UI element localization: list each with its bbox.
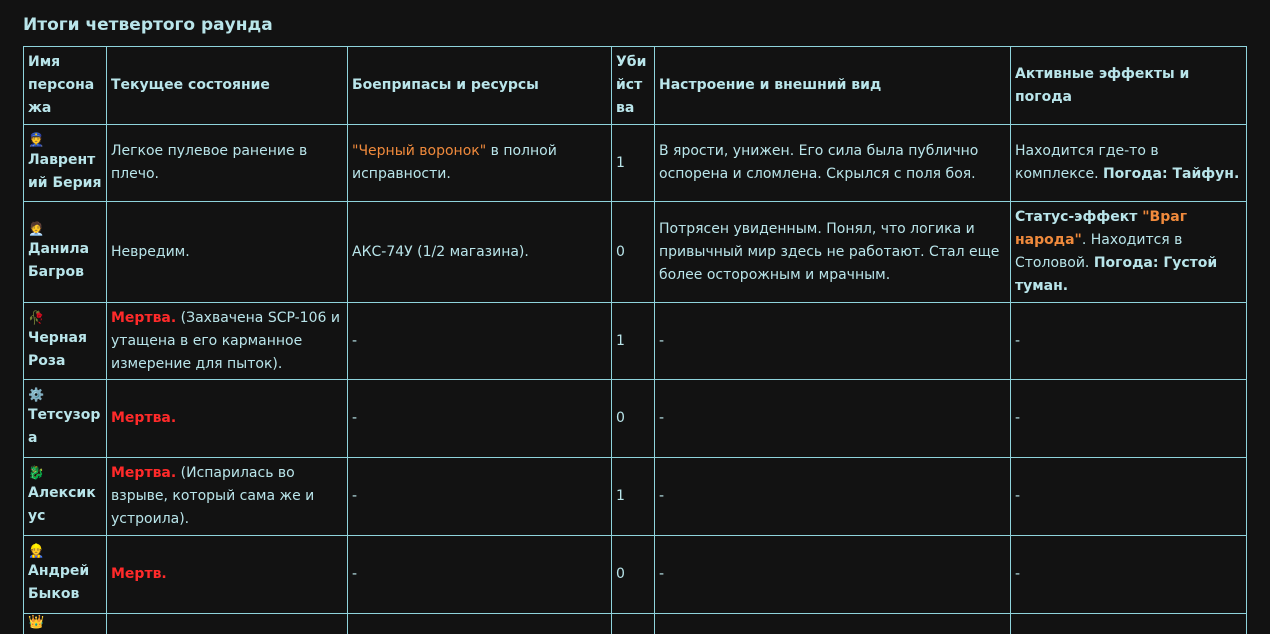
effects-cell bbox=[1011, 380, 1247, 458]
ammo-text: - bbox=[352, 410, 358, 426]
name-cell bbox=[24, 458, 107, 536]
header-state: Текущее состояние bbox=[107, 47, 348, 125]
table-row bbox=[24, 202, 1247, 303]
kills-value: 1 bbox=[616, 488, 625, 504]
ammo-text: - bbox=[352, 332, 358, 349]
gear-icon: ⚙️ bbox=[28, 388, 45, 403]
kills-cell bbox=[612, 458, 655, 536]
kills-value: 1 bbox=[616, 154, 625, 171]
character-name: Тетсузора bbox=[28, 407, 101, 446]
crown-icon: 👑 bbox=[28, 615, 45, 630]
name-cell bbox=[24, 303, 107, 380]
ammo-cell bbox=[348, 536, 612, 614]
state-text: (Испарилась во взрыве, который сама же и устроила). bbox=[111, 465, 315, 527]
kills-cell bbox=[612, 303, 655, 380]
state-text: Невредим. bbox=[111, 243, 190, 260]
wilted-rose-icon: 🥀 bbox=[28, 310, 45, 326]
weather-text: Погода: Тайфун. bbox=[1102, 166, 1240, 182]
kills-cell bbox=[612, 536, 655, 614]
effects-text: - bbox=[1015, 566, 1021, 582]
table-header-row bbox=[24, 47, 1247, 125]
mood-cell bbox=[655, 303, 1011, 380]
header-effects: Активные эффекты и погода bbox=[1011, 47, 1247, 125]
state-cell bbox=[107, 303, 348, 380]
mood-cell bbox=[655, 614, 1011, 634]
table-row bbox=[24, 303, 1247, 380]
character-name: Андрей Быков bbox=[28, 563, 90, 602]
name-cell bbox=[24, 202, 107, 303]
effects-cell bbox=[1011, 458, 1247, 536]
state-text: Легкое пулевое ранение в плечо. bbox=[111, 143, 308, 182]
effects-cell bbox=[1011, 125, 1247, 202]
character-name: Данила Багров bbox=[28, 240, 90, 280]
state-cell bbox=[107, 614, 348, 634]
kills-cell bbox=[612, 614, 655, 634]
effects-cell bbox=[1011, 614, 1247, 634]
worker-icon: 👷 bbox=[28, 544, 45, 559]
ammo-cell bbox=[348, 303, 612, 380]
ammo-text: АКС-74У (1/2 магазина). bbox=[352, 243, 529, 260]
ammo-highlight: "Черный воронок" bbox=[352, 143, 487, 159]
effects-text: - bbox=[1015, 488, 1021, 504]
table-row bbox=[24, 380, 1247, 458]
mood-text: - bbox=[659, 410, 665, 426]
police-officer-icon: 👮 bbox=[28, 132, 45, 148]
state-cell bbox=[107, 536, 348, 614]
page-title: Итоги четвертого раунда bbox=[23, 15, 273, 35]
effects-cell bbox=[1011, 202, 1247, 303]
mood-cell bbox=[655, 380, 1011, 458]
name-cell bbox=[24, 125, 107, 202]
character-name: Черная Роза bbox=[28, 329, 87, 369]
ammo-cell bbox=[348, 458, 612, 536]
kills-cell bbox=[612, 125, 655, 202]
mood-cell bbox=[655, 125, 1011, 202]
dead-status: Мертва. bbox=[111, 465, 177, 481]
dragon-icon: 🐉 bbox=[28, 466, 45, 481]
state-cell bbox=[107, 125, 348, 202]
table-row bbox=[24, 614, 1247, 634]
header-name: Имя персонажа bbox=[24, 47, 107, 125]
ammo-cell bbox=[348, 202, 612, 303]
state-text: (Захвачена SCP-106 и утащена в его карманное измерение для пыток). bbox=[111, 309, 340, 372]
mood-text: - bbox=[659, 332, 665, 349]
mood-text: В ярости, унижен. Его сила была публично оспорена и сломлена. Скрылся с поля боя. bbox=[659, 143, 979, 182]
ammo-text: - bbox=[352, 488, 358, 504]
effects-prefix: Статус-эффект bbox=[1015, 209, 1143, 225]
character-name: Алексикус bbox=[28, 485, 96, 524]
mood-cell bbox=[655, 202, 1011, 303]
kills-cell bbox=[612, 202, 655, 303]
effects-text: . Находится в Столовой. bbox=[1015, 232, 1183, 271]
effects-text: - bbox=[1015, 332, 1021, 349]
mood-text: - bbox=[659, 566, 665, 582]
header-mood: Настроение и внешний вид bbox=[655, 47, 1011, 125]
kills-cell bbox=[612, 380, 655, 458]
effects-text: Находится где-то в комплексе. bbox=[1015, 143, 1159, 182]
table-row bbox=[24, 536, 1247, 614]
name-cell bbox=[24, 536, 107, 614]
dead-status: Мертва. bbox=[111, 410, 177, 426]
name-cell bbox=[24, 380, 107, 458]
weather-text: Погода: Густой туман. bbox=[1015, 255, 1218, 294]
status-effect-highlight: "Враг народа" bbox=[1015, 209, 1188, 248]
header-ammo: Боеприпасы и ресурсы bbox=[348, 47, 612, 125]
table-row bbox=[24, 458, 1247, 536]
mood-cell bbox=[655, 536, 1011, 614]
effects-cell bbox=[1011, 303, 1247, 380]
kills-value: 0 bbox=[616, 566, 625, 582]
kills-value: 0 bbox=[616, 243, 625, 260]
effects-cell bbox=[1011, 536, 1247, 614]
table-row bbox=[24, 125, 1247, 202]
ammo-cell bbox=[348, 614, 612, 634]
header-kills: Убийства bbox=[612, 47, 655, 125]
ammo-text: в полной исправности. bbox=[352, 143, 557, 182]
name-cell bbox=[24, 614, 107, 634]
effects-text: - bbox=[1015, 410, 1021, 426]
ammo-text: - bbox=[352, 566, 358, 582]
kills-value: 0 bbox=[616, 410, 625, 426]
person-icon: 🧑‍💼 bbox=[28, 221, 45, 237]
state-cell bbox=[107, 202, 348, 303]
ammo-cell bbox=[348, 125, 612, 202]
ammo-cell bbox=[348, 380, 612, 458]
state-cell bbox=[107, 380, 348, 458]
dead-status: Мертва. bbox=[111, 309, 177, 326]
kills-value: 1 bbox=[616, 332, 625, 349]
dead-status: Мертв. bbox=[111, 566, 167, 582]
mood-text: Потрясен увиденным. Понял, что логика и привычный мир здесь не работают. Стал еще более осторожным и мрачным. bbox=[659, 220, 1000, 283]
mood-text: - bbox=[659, 488, 665, 504]
round-results-table bbox=[23, 46, 1247, 634]
state-cell bbox=[107, 458, 348, 536]
character-name: Лаврентий Берия bbox=[28, 151, 102, 191]
mood-cell bbox=[655, 458, 1011, 536]
